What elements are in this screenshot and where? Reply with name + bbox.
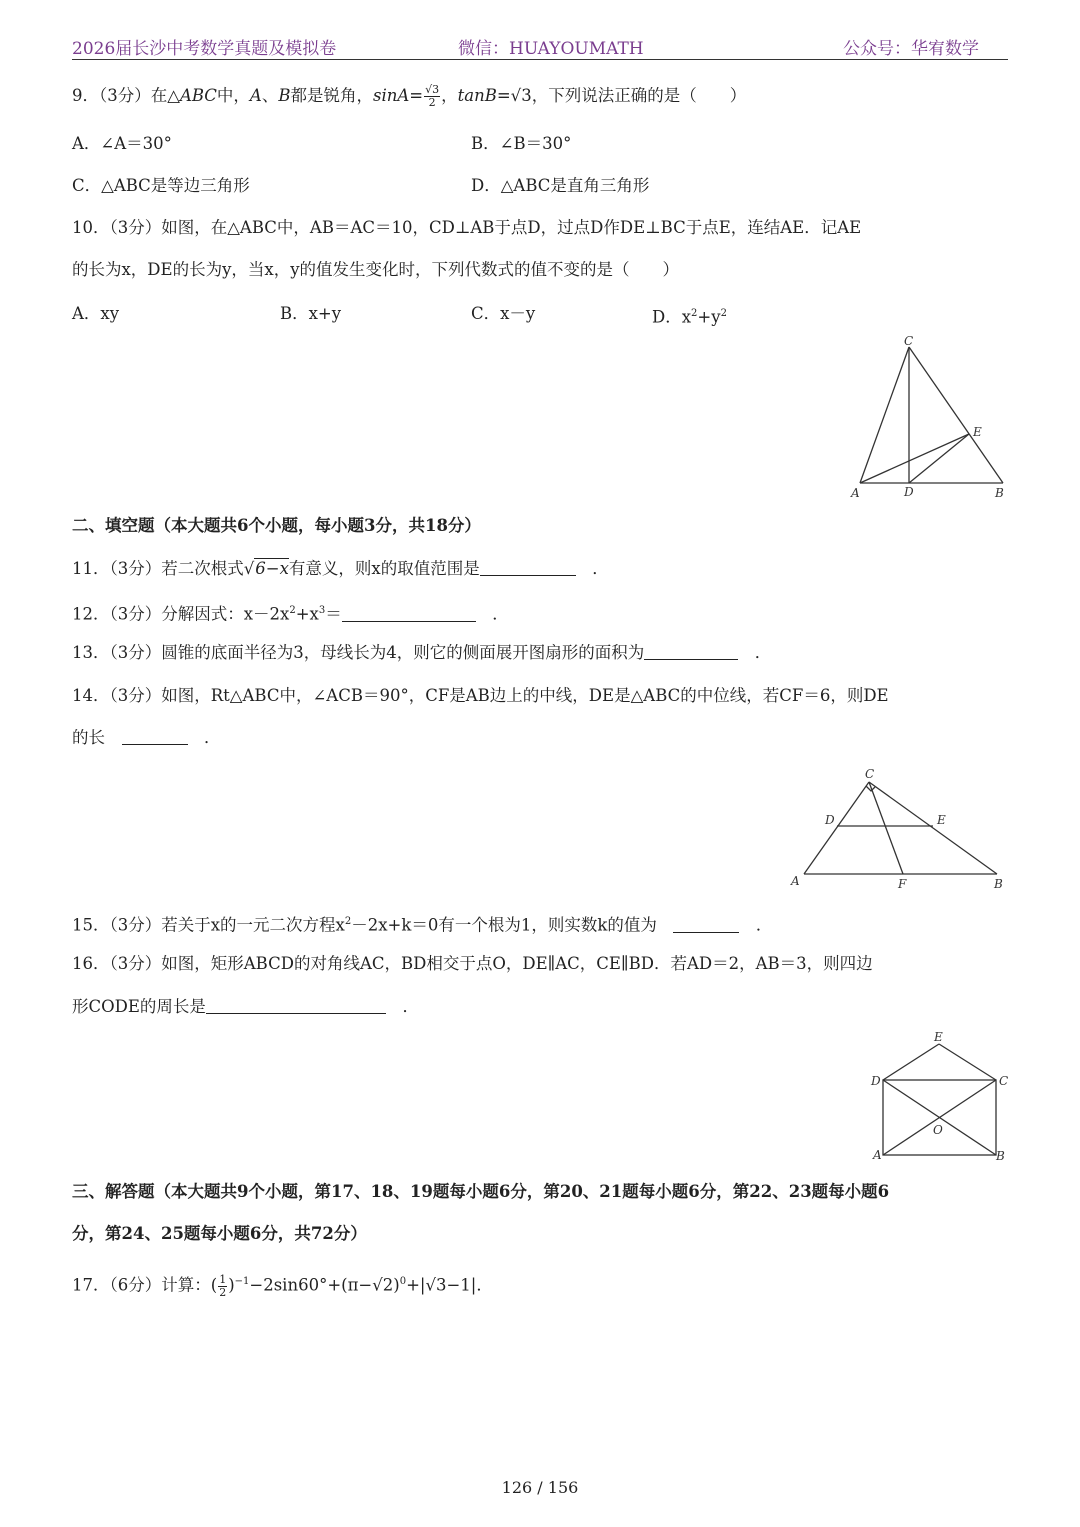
q11-answer-blank[interactable] [480,557,576,576]
label-a: A [791,874,800,888]
q14-stem-line2: 的长 ． [72,728,221,747]
label-e: E [973,425,982,439]
q12-answer-blank[interactable] [342,603,476,622]
q11-stem: 11．（3分）若二次根式√6−x有意义，则x的取值范围是 ． [72,559,609,578]
q14-triangle-figure [787,764,1012,894]
q16-stem-line2: 形CODE的周长是 ． [72,997,419,1016]
label-d: D [871,1074,881,1088]
q16-answer-blank[interactable] [206,995,386,1014]
label-c: C [904,334,914,348]
q16-stem-line1: 16．（3分）如图，矩形ABCD的对角线AC，BD相交于点O，DE∥AC，CE∥BD．若AD＝2，AB＝3，则四边 [72,954,873,973]
q9-fraction: $\frac{√3}{2}$ [425,83,440,109]
q16-rectangle-figure [866,1028,1016,1166]
label-d: D [904,485,914,499]
header-right: 公众号：华宥数学 [843,39,979,59]
page-number: 126 / 156 [501,1478,579,1497]
side-ac [860,347,909,483]
label-d: D [825,813,835,827]
label-b: B [994,877,1003,891]
segment-de [883,1044,939,1080]
section-3-heading-line2: 分，第24、25题每小题6分，共72分） [72,1224,367,1243]
side-cb [869,782,997,874]
q15-answer-blank[interactable] [673,914,739,933]
q9-option-a: A．∠A＝30° [72,134,172,153]
q10-option-c: C．x－y [471,304,536,323]
q10-stem-line1: 10．（3分）如图，在△ABC中，AB＝AC＝10，CD⊥AB于点D，过点D作DE⊥BC于点E，连结AE．记AE [72,218,862,237]
q9-option-d: D．△ABC是直角三角形 [471,176,650,195]
label-f: F [898,877,907,891]
header-divider [72,59,1008,60]
header-center: 微信：HUAYOUMATH [458,39,644,59]
label-a: A [873,1148,882,1162]
label-c: C [865,767,875,781]
q10-option-d: D．$x^2+y^2$ [652,307,727,327]
segment-ce [939,1044,996,1080]
q10-stem-line2: 的长为x，DE的长为y，当x，y的值发生变化时，下列代数式的值不变的是（ ） [72,260,680,279]
segment-de [909,434,969,483]
segment-cf [869,782,903,874]
label-b: B [996,1149,1005,1163]
q9-stem: 9．（3分）在△ABC中，A、B都是锐角，sinA= $\frac{√3}{2}$ ，tanB=√3，下列说法正确的是（ ） [72,83,747,109]
label-o: O [933,1123,943,1137]
q14-answer-blank[interactable] [122,726,188,745]
q13-stem: 13．（3分）圆锥的底面半径为3，母线长为4，则它的侧面展开图扇形的面积为 ． [72,643,772,662]
side-cb [909,347,1003,483]
q10-triangle-figure [845,332,1015,504]
q17-stem: 17．（6分）计算：( $\frac{1}{2}$ )$^{-1}-2\sin 60^\circ+(\pi-√2)^0+|√3-1|$． [72,1272,493,1299]
segment-ae [860,434,969,483]
label-c: C [999,1074,1009,1088]
q10-option-b: B．x+y [280,304,342,323]
q9-option-b: B．∠B＝30° [471,134,572,153]
q10-option-a: A．xy [72,304,120,323]
q9-option-c: C．△ABC是等边三角形 [72,176,250,195]
header-left: 2026届长沙中考数学真题及模拟卷 [72,39,337,59]
section-3-heading-line1: 三、解答题（本大题共9个小题，第17、18、19题每小题6分，第20、21题每小题6分，第22、23题每小题6 [72,1182,890,1201]
q13-answer-blank[interactable] [644,641,738,660]
q15-stem: 15．（3分）若关于x的一元二次方程$x^2-2x+k=0$有一个根为1，则实数k的值为 ． [72,915,773,935]
label-e: E [934,1030,943,1044]
q17-fraction: $\frac{1}{2}$ [219,1272,227,1299]
q14-stem-line1: 14．（3分）如图，Rt△ABC中，∠ACB＝90°，CF是AB边上的中线，DE是△ABC的中位线，若CF＝6，则DE [72,686,889,705]
label-a: A [851,486,860,500]
section-2-heading: 二、填空题（本大题共6个小题，每小题3分，共18分） [72,516,481,535]
side-ac [804,782,869,874]
label-b: B [995,486,1004,500]
label-e: E [937,813,946,827]
q12-stem: 12．（3分）分解因式：$x-2x^2+x^3=$ ． [72,604,509,624]
